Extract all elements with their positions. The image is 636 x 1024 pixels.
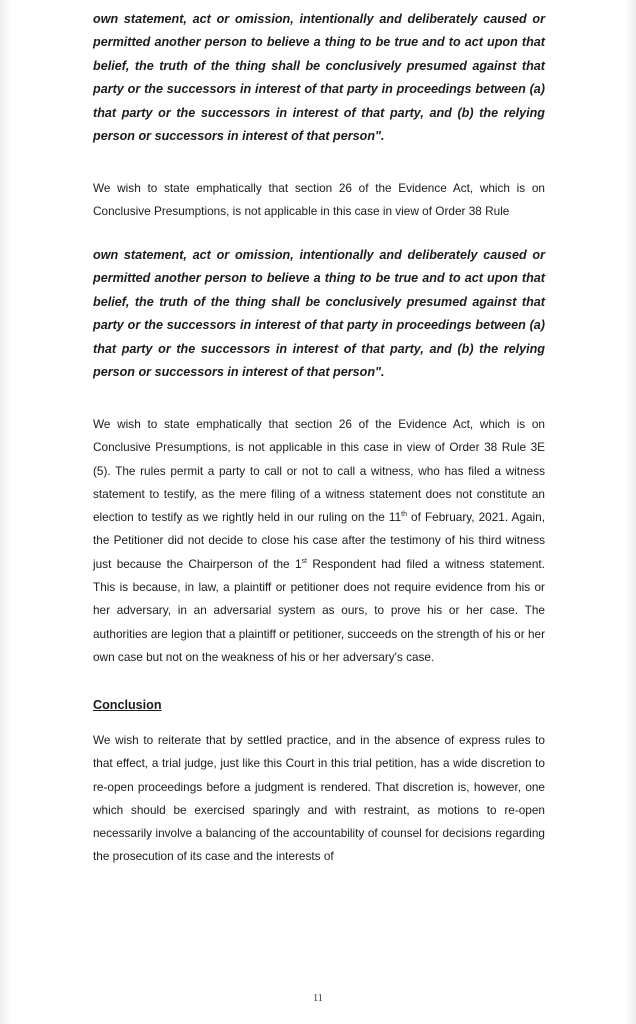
main-paragraph-part: of February, 2021. Again, the Petitioner did not decide to close his case after the testimony of his third witness just because the Chairperson of the 1 [93,510,545,571]
fragment-paragraph: We wish to state emphatically that section 26 of the Evidence Act, which is on Conclusive Presumptions, is not applicable in this case in view of Order 38 Rule [93,181,545,219]
conclusion-heading-block [93,698,545,712]
section-heading: Conclusion [93,698,162,712]
fragment-paragraph-block [93,177,545,228]
quote-text: own statement, act or omission, intentionally and deliberately caused or permitted another person to believe a thing to be true and to act upon that belief, the truth of the thing shall be conclusively presumed against that party or the successors in interest of that party in proceedings between (a) that party or the successors in interest of that party, and (b) the relying person or successors in interest of that person". [93,12,545,144]
page-number: 11 [313,993,323,1004]
quote-text: own statement, act or omission, intentionally and deliberately caused or permitted another person to believe a thing to be true and to act upon that belief, the truth of the thing shall be conclusively presumed against that party or the successors in interest of that party in proceedings between (a) that party or the successors in interest of that party, and (b) the relying person or successors in interest of that person". [93,248,545,380]
main-paragraph-part: We wish to state emphatically that section 26 of the Evidence Act, which is on Conclusive Presumptions, is not applicable in this case in view of Order 38 Rule 3E (5). The rules permit a party to call or not to call a witness, who has filed a witness statement to testify, as the mere filing of a witness statement does not constitute an election to testify as we rightly held in our ruling on the 11 [93,417,545,525]
main-paragraph [93,413,545,669]
conclusion-paragraph: We wish to reiterate that by settled practice, and in the absence of express rules to that effect, a trial judge, just like this Court in this trial petition, has a wide discretion to re-open proceedings before a judgment is rendered. That discretion is, however, one which should be exercised sparingly and with restraint, as motions to re-open necessarily involve a balancing of the accountability of counsel for decisions regarding the prosecution of its case and the interests of [93,733,545,864]
quote-block-second [93,244,545,384]
ordinal-superscript: th [401,511,407,519]
main-paragraph-part: Respondent had filed a witness statement. This is because, in law, a plaintiff or petitioner does not require evidence from his or her adversary, in an adversarial system as ours, to prove his or her case. The authorities are legion that a plaintiff or petitioner, succeeds on the strength of his or her own case but not on the weakness of his or her adversary's case. [93,556,545,664]
conclusion-paragraph-block [93,729,545,869]
quote-block-first [93,8,545,148]
main-paragraph-block [93,413,545,669]
ordinal-superscript: st [301,557,307,565]
